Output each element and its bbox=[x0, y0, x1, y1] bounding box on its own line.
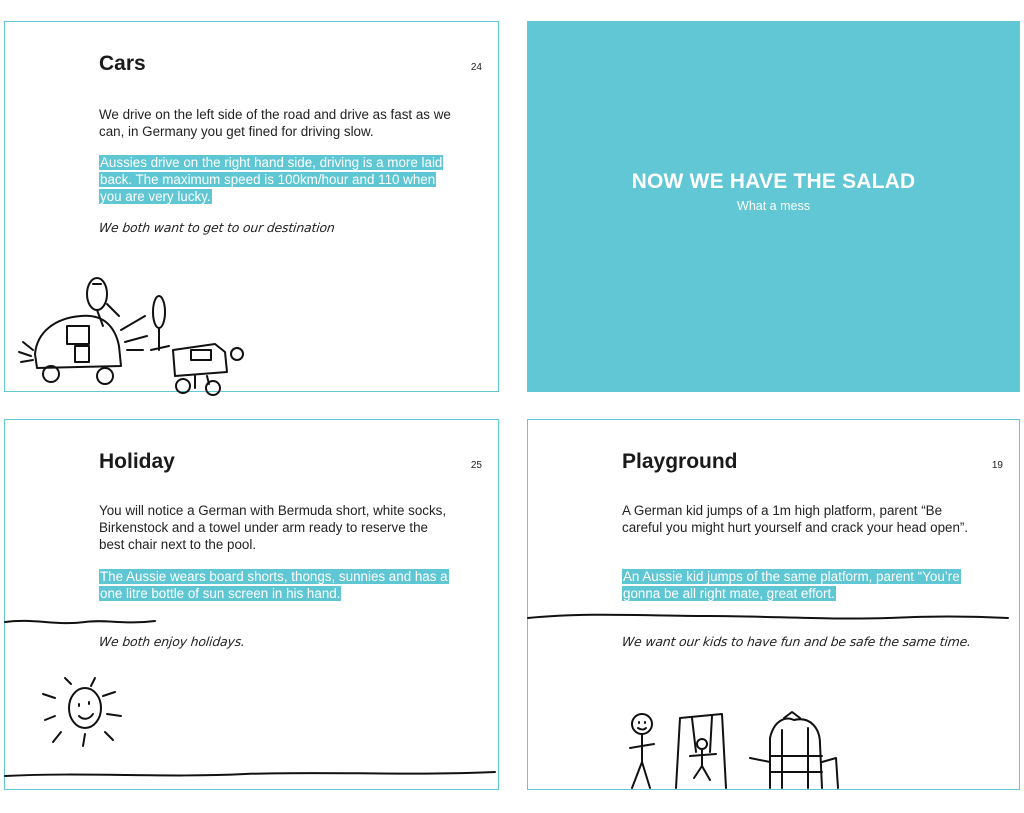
slide-title: Playground bbox=[622, 450, 738, 473]
ground-line-icon bbox=[5, 768, 500, 784]
slide-subtitle: What a mess bbox=[737, 199, 810, 213]
slide-title: Cars bbox=[99, 52, 146, 75]
slide-title: Holiday bbox=[99, 450, 175, 473]
sun-drawing-icon bbox=[41, 676, 131, 756]
wavy-line-icon bbox=[528, 610, 1021, 630]
slide-salad bbox=[527, 21, 1020, 392]
slide-cars bbox=[4, 21, 499, 392]
cars-drawing-icon bbox=[15, 254, 245, 394]
slide-title: NOW WE HAVE THE SALAD bbox=[631, 170, 916, 193]
page-number: 19 bbox=[991, 460, 1003, 471]
aussie-highlight: An Aussie kid jumps of the same platform, parent “You’re gonna be all right mate, great effort. bbox=[623, 569, 960, 601]
aussie-paragraph bbox=[99, 154, 459, 205]
slide-playground bbox=[527, 419, 1020, 790]
page-number: 24 bbox=[470, 62, 482, 73]
page-number: 25 bbox=[470, 460, 482, 471]
slide-holiday bbox=[4, 419, 499, 790]
aussie-paragraph bbox=[99, 568, 459, 602]
conclusion-text: We both enjoy holidays. bbox=[98, 634, 246, 649]
aussie-highlight: The Aussie wears board shorts, thongs, sunnies and has a one litre bottle of sun screen in his hand. bbox=[100, 569, 448, 601]
conclusion-text: We both want to get to our destination bbox=[98, 220, 336, 235]
playground-drawing-icon bbox=[624, 708, 864, 792]
wavy-line-icon bbox=[5, 616, 500, 636]
aussie-highlight: Aussies drive on the right hand side, driving is a more laid back. The maximum speed is 100km/hour and 110 when you are very lucky. bbox=[100, 155, 443, 204]
german-paragraph: We drive on the left side of the road and drive as fast as we can, in Germany you get fined for driving slow. bbox=[99, 107, 451, 139]
german-paragraph: A German kid jumps of a 1m high platform, parent “Be careful you might hurt yourself and crack your head open”. bbox=[622, 503, 969, 535]
conclusion-text: We want our kids to have fun and be safe the same time. bbox=[621, 634, 972, 649]
german-paragraph: You will notice a German with Bermuda short, white socks, Birkenstock and a towel under arm ready to reserve the best chair next to the pool. bbox=[99, 503, 447, 552]
aussie-paragraph bbox=[622, 568, 982, 602]
